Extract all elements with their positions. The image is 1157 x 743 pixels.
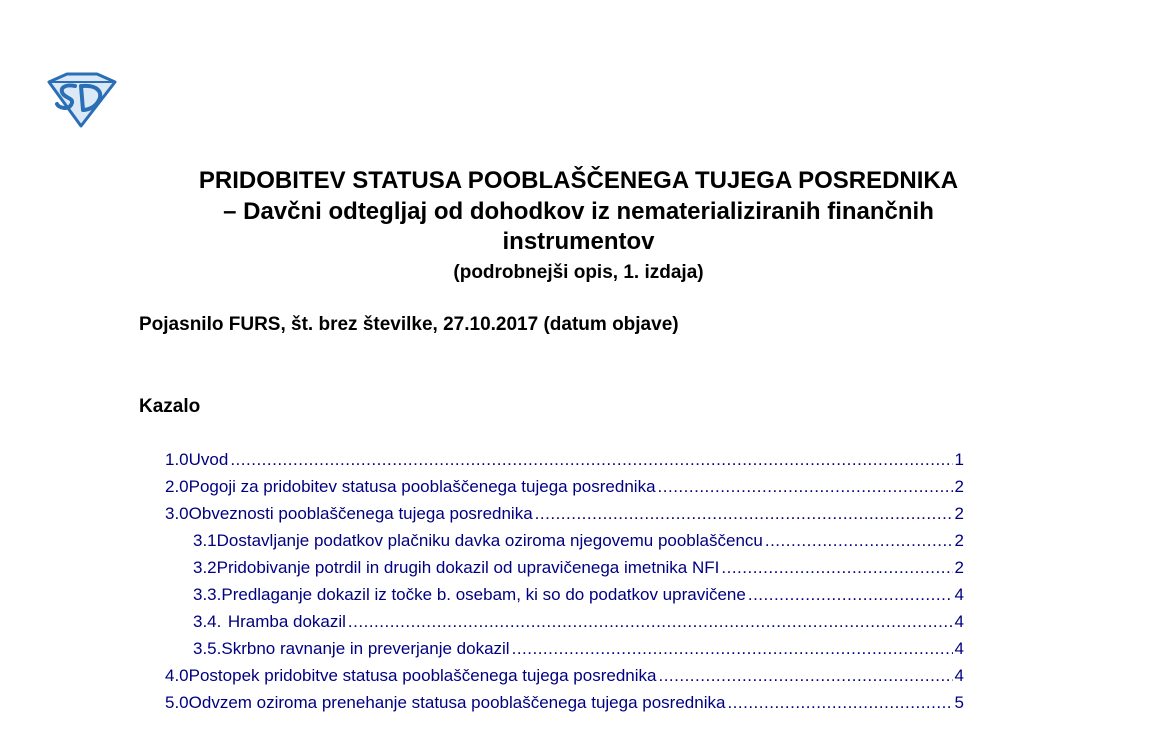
toc-entry[interactable] [193, 554, 964, 581]
toc-dot-leader [748, 581, 953, 608]
toc-dot-leader [230, 446, 952, 473]
toc-entry-page: 2 [954, 504, 964, 523]
explanation-reference: Pojasnilo FURS, št. brez številke, 27.10.2017 (datum objave) [139, 314, 679, 335]
shield-logo-icon [45, 72, 119, 128]
toc-heading: Kazalo [139, 396, 201, 417]
toc-entry-number: 3.5. [193, 639, 222, 658]
toc-entry[interactable] [165, 446, 964, 473]
toc-entry-number: 3.3. [193, 585, 222, 604]
toc-dot-leader [721, 554, 952, 581]
toc-entry-page: 5 [954, 693, 964, 712]
toc-entry-title: Postopek pridobitve statusa pooblaščenega tujega posrednika [188, 666, 657, 685]
toc-dot-leader [348, 608, 953, 635]
toc-entry[interactable] [165, 500, 964, 527]
toc-entry-title: Odvzem oziroma prenehanje statusa pooblaščenega tujega posrednika [188, 693, 726, 712]
toc-entry[interactable] [193, 527, 964, 554]
toc-entry-page: 4 [954, 585, 964, 604]
toc-entry-number: 4.0 [165, 666, 189, 685]
toc-entry[interactable] [165, 662, 964, 689]
toc-entry-number: 3.1 [193, 531, 217, 550]
toc-entry-page: 4 [954, 666, 964, 685]
toc-entry-page: 4 [954, 639, 964, 658]
toc-entry-title: Pogoji za pridobitev statusa pooblaščenega tujega posrednika [188, 477, 656, 496]
toc-entry-title: Uvod [188, 450, 229, 469]
toc-entry[interactable] [193, 581, 964, 608]
toc-entry-title: Hramba dokazil [227, 612, 346, 631]
toc-dot-leader [658, 473, 953, 500]
document-title-line-3: instrumentov [502, 228, 655, 255]
toc-dot-leader [535, 500, 953, 527]
toc-dot-leader [658, 662, 952, 689]
toc-entry-title: Pridobivanje potrdil in drugih dokazil od upravičenega imetnika NFI [216, 558, 720, 577]
toc-entry-title: Predlaganje dokazil iz točke b. osebam, ki so do podatkov upravičene [221, 585, 746, 604]
toc-entry-title: Skrbno ravnanje in preverjanje dokazil [221, 639, 510, 658]
document-title-line-2: – Davčni odtegljaj od dohodkov iz nematerializiranih finančnih [223, 198, 934, 225]
toc-entry[interactable] [165, 473, 964, 500]
toc-dot-leader [765, 527, 953, 554]
toc-entry-number: 2.0 [165, 477, 189, 496]
toc-dot-leader [512, 635, 953, 662]
toc-entry[interactable] [193, 635, 964, 662]
toc-entry-page: 2 [954, 477, 964, 496]
toc-entry-page: 1 [954, 450, 964, 469]
toc-entry-number: 5.0 [165, 693, 189, 712]
toc-entry[interactable] [165, 689, 964, 716]
toc-entry[interactable] [193, 608, 964, 635]
document-subtitle: (podrobnejši opis, 1. izdaja) [453, 262, 704, 283]
toc-entry-page: 2 [954, 558, 964, 577]
toc-entry-number: 3.0 [165, 504, 189, 523]
toc-entry-number: 3.2 [193, 558, 217, 577]
toc-dot-leader [727, 689, 952, 716]
toc-entry-title: Dostavljanje podatkov plačniku davka oziroma njegovemu pooblaščencu [216, 531, 763, 550]
toc-entry-page: 2 [954, 531, 964, 550]
toc-entry-page: 4 [954, 612, 964, 631]
toc-entry-number: 1.0 [165, 450, 189, 469]
toc-entry-title: Obveznosti pooblaščenega tujega posrednika [188, 504, 533, 523]
document-title-line-1: PRIDOBITEV STATUSA POOBLAŠČENEGA TUJEGA POSREDNIKA [198, 167, 959, 194]
toc-entry-number: 3.4. [193, 612, 222, 631]
